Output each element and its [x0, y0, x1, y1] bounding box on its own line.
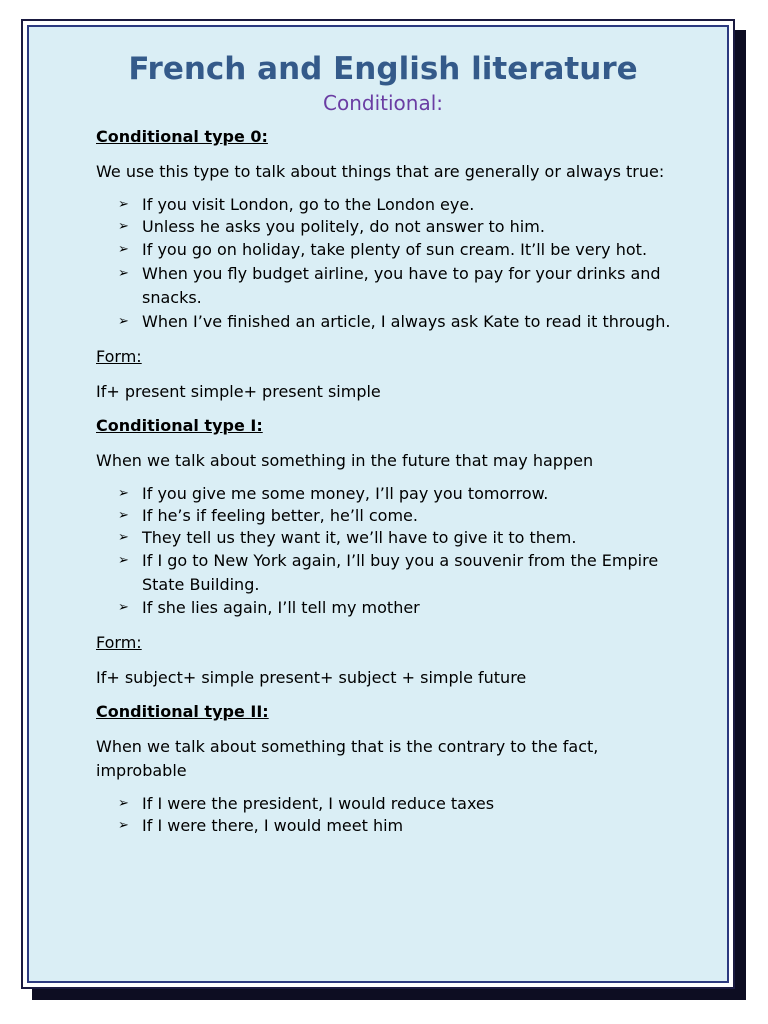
form-formula: If+ present simple+ present simple — [96, 382, 381, 401]
section-description: We use this type to talk about things that are generally or always true: — [96, 162, 665, 181]
document-content — [96, 27, 676, 837]
page-border — [21, 19, 735, 989]
page-panel — [27, 25, 729, 983]
list-item: ➢ If you give me some money, I’ll pay you tomorrow. — [142, 483, 676, 505]
form-label: Form: — [96, 347, 142, 366]
section-type-0 — [96, 126, 676, 404]
list-item: ➢ When you fly budget airline, you have to pay for your drinks and snacks. — [142, 262, 676, 310]
list-item: ➢ Unless he asks you politely, do not answer to him. — [142, 216, 676, 238]
example-list — [96, 194, 676, 334]
list-item: ➢ They tell us they want it, we’ll have to give it to them. — [142, 527, 676, 549]
section-heading: Conditional type II: — [96, 702, 269, 721]
list-item: ➢ If I were there, I would meet him — [142, 815, 676, 837]
example-list — [96, 793, 676, 837]
form-formula: If+ subject+ simple present+ subject + simple future — [96, 668, 527, 687]
section-description: When we talk about something that is the contrary to the fact, improbable — [96, 737, 599, 780]
document-subtitle: Conditional: — [323, 91, 443, 115]
list-item: ➢ If he’s if feeling better, he’ll come. — [142, 505, 676, 527]
list-item: ➢ If you visit London, go to the London eye. — [142, 194, 676, 216]
form-label: Form: — [96, 633, 142, 652]
list-item: ➢ If I were the president, I would reduce taxes — [142, 793, 676, 815]
section-description: When we talk about something in the future that may happen — [96, 451, 594, 470]
section-heading: Conditional type 0: — [96, 127, 268, 146]
section-heading: Conditional type I: — [96, 416, 263, 435]
list-item: ➢ If she lies again, I’ll tell my mother — [142, 597, 676, 619]
example-list — [96, 483, 676, 619]
list-item: ➢ When I’ve finished an article, I always ask Kate to read it through. — [142, 310, 676, 334]
list-item: ➢ If I go to New York again, I’ll buy you a souvenir from the Empire State Building. — [142, 549, 676, 597]
section-type-1 — [96, 415, 676, 690]
section-type-2 — [96, 701, 676, 837]
list-item: ➢ If you go on holiday, take plenty of sun cream. It’ll be very hot. — [142, 238, 676, 262]
document-title: French and English literature — [128, 51, 638, 87]
